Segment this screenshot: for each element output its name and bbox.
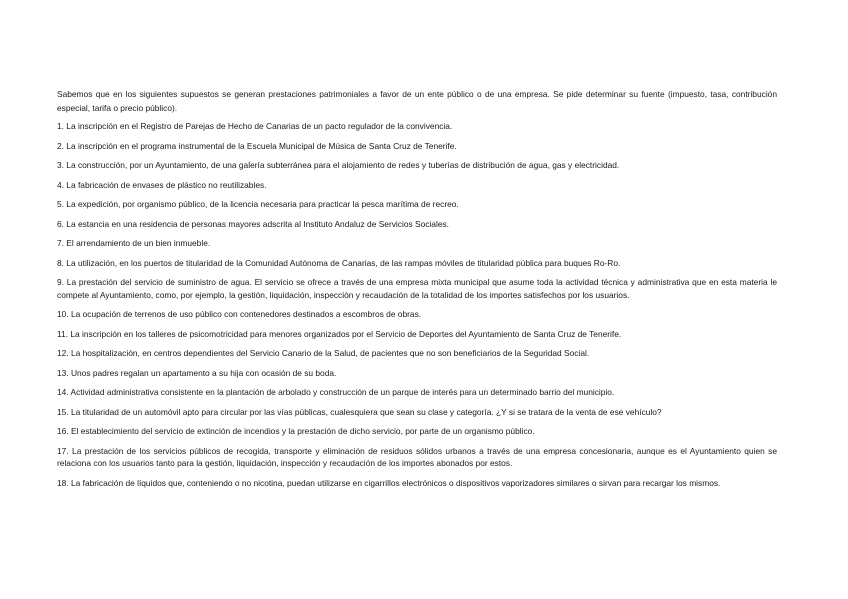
- list-item: 6. La estancia en una residencia de personas mayores adscrita al Instituto Andaluz de Servicios Sociales.: [57, 218, 449, 229]
- list-item: 12. La hospitalización, en centros dependientes del Servicio Canario de la Salud, de pacientes que no son beneficiarios de la Seguridad Social.: [57, 348, 590, 358]
- list-item: 14. Actividad administrativa consistente en la plantación de arbolado y construcción de un parque de interés para un determinado barrio del municipio.: [57, 387, 615, 397]
- list-item: 9. La prestación del servicio de suministro de agua. El servicio se ofrece a través de una empresa mixta municipal que asume toda la actividad técnica y administrativa que en esta materia le compete al Ayuntamiento, como, por ejemplo, la gestión, liquidación, inspección y recaudación de la totalidad de los importes satisfechos por los usuarios.: [57, 277, 777, 300]
- list-item: 7. El arrendamiento de un bien inmueble.: [57, 238, 211, 248]
- list-item: 1. La inscripción en el Registro de Parejas de Hecho de Canarias de un pacto regulador de la convivencia.: [57, 121, 453, 131]
- list-item: 5. La expedición, por organismo público, de la licencia necesaria para practicar la pesca marítima de recreo.: [57, 199, 459, 209]
- list-item: 2. La inscripción en el programa instrumental de la Escuela Municipal de Música de Santa Cruz de Tenerife.: [57, 140, 457, 151]
- list-item: 18. La fabricación de líquidos que, conteniendo o no nicotina, puedan utilizarse en cigarrillos electrónicos o dispositivos vaporizadores similares o sirvan para recargar los mismos.: [57, 477, 721, 488]
- list-item: 4. La fabricación de envases de plástico no reutilizables.: [57, 179, 267, 190]
- list-item: 13. Unos padres regalan un apartamento a su hija con ocasión de su boda.: [57, 367, 337, 378]
- document-page: [57, 87, 777, 496]
- list-item: 3. La construcción, por un Ayuntamiento, de una galería subterránea para el alojamiento de redes y tuberías de distribución de agua, gas y electricidad.: [57, 160, 620, 170]
- list-item: 11. La inscripción en los talleres de psicomotricidad para menores organizados por el Servicio de Deportes del Ayuntamiento de Santa Cruz de Tenerife.: [57, 328, 622, 339]
- list-item: 16. El establecimiento del servicio de extinción de incendios y la prestación de dicho servicio, por parte de un organismo público.: [57, 426, 535, 436]
- list-item: 17. La prestación de los servicios públicos de recogida, transporte y eliminación de residuos sólidos urbanos a través de una empresa concesionaria, aunque es el Ayuntamiento quien se relaciona con los usuarios tanto para la gestión, liquidación, inspección y recaudación de los importes abonados por estos.: [57, 445, 777, 468]
- list-item: 15. La titularidad de un automóvil apto para circular por las vías públicas, cualesquiera que sean su clase y categoría. ¿Y si se tratara de la venta de ese vehículo?: [57, 406, 662, 417]
- list-item: 10. La ocupación de terrenos de uso público con contenedores destinados a escombros de obras.: [57, 309, 422, 319]
- list-item: 8. La utilización, en los puertos de titularidad de la Comunidad Autónoma de Canarias, de las rampas móviles de titularidad pública para buques Ro-Ro.: [57, 257, 621, 268]
- intro-paragraph: Sabemos que en los siguientes supuestos se generan prestaciones patrimoniales a favor de un ente público o de una empresa. Se pide determinar su fuente (impuesto, tasa, contribución especial, tarifa o precio público).: [57, 89, 777, 113]
